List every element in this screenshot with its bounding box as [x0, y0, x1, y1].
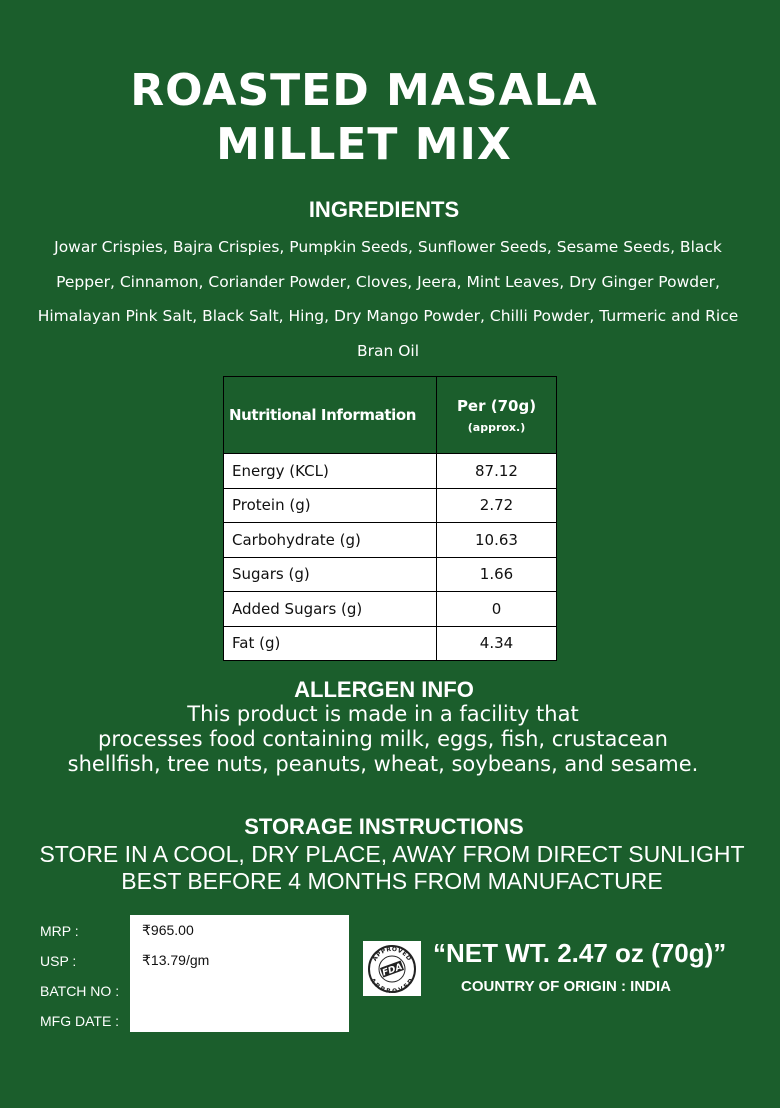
- svg-text:APPROVED: [371, 946, 412, 963]
- pricing-labels: [40, 916, 119, 1036]
- table-row: [224, 557, 557, 592]
- table-row: [224, 626, 557, 661]
- storage-text: [0, 841, 780, 895]
- storage-line-1: STORE IN A COOL, DRY PLACE, AWAY FROM DIRECT SUNLIGHT: [39, 841, 745, 867]
- nutrient-label: Energy (KCL): [224, 454, 437, 489]
- storage-line-2: BEST BEFORE 4 MONTHS FROM MANUFACTURE: [121, 868, 663, 894]
- table-row: [224, 488, 557, 523]
- nutrient-label: Added Sugars (g): [224, 592, 437, 627]
- net-weight: “NET WT. 2.47 oz (70g)”: [433, 938, 727, 968]
- nutrient-label: Carbohydrate (g): [224, 523, 437, 558]
- nutrient-value: 4.34: [437, 626, 557, 661]
- nutrient-value: 0: [437, 592, 557, 627]
- product-title: [0, 64, 728, 172]
- nutrient-value: 1.66: [437, 557, 557, 592]
- batch-label: BATCH NO :: [40, 983, 120, 999]
- ingredients-heading: INGREDIENTS: [308, 197, 460, 222]
- fda-center-text: FDA: [381, 962, 404, 979]
- approx-label: (approx.): [467, 420, 526, 434]
- nutrient-label: Fat (g): [224, 626, 437, 661]
- fda-bottom-text: APPROVED: [368, 977, 416, 996]
- nutrient-label: Protein (g): [224, 488, 437, 523]
- mrp-value: ₹965.00: [142, 922, 194, 938]
- nutrition-header-row: [224, 377, 557, 454]
- nutrient-value: 10.63: [437, 523, 557, 558]
- pricing-values-box: [130, 915, 349, 1032]
- nutrition-table: [223, 376, 557, 661]
- title-line-2: MILLET MIX: [216, 119, 512, 170]
- mfg-date-label: MFG DATE :: [40, 1013, 120, 1029]
- country-of-origin: COUNTRY OF ORIGIN : INDIA: [461, 978, 671, 995]
- nutrition-header-label: Nutritional Information: [224, 377, 437, 454]
- per-serving-label: Per (70g): [456, 396, 537, 415]
- table-row: [224, 523, 557, 558]
- table-row: [224, 454, 557, 489]
- fda-seal-graphic: [363, 941, 421, 996]
- allergen-line-2: processes food containing milk, eggs, fish, crustacean: [98, 727, 668, 751]
- allergen-line-1: This product is made in a facility that: [187, 702, 579, 726]
- ingredients-text: Jowar Crispies, Bajra Crispies, Pumpkin Seeds, Sunflower Seeds, Sesame Seeds, Black Pepper, Cinnamon, Coriander Powder, Cloves, Jeera, Mint Leaves, Dry Ginger Powder, Himalayan Pink Salt, Black Salt, Hing, Dry Mango Powder, Chilli Powder, Turmeric and Rice Bran Oil: [37, 238, 739, 360]
- usp-value: ₹13.79/gm: [142, 952, 210, 968]
- storage-heading: STORAGE INSTRUCTIONS: [244, 814, 524, 839]
- fda-top-text: APPROVED: [371, 945, 413, 963]
- nutrient-value: 2.72: [437, 488, 557, 523]
- table-row: [224, 592, 557, 627]
- usp-label: USP :: [40, 953, 77, 969]
- allergen-heading: ALLERGEN INFO: [294, 677, 474, 702]
- nutrient-label: Sugars (g): [224, 557, 437, 592]
- allergen-line-3: shellfish, tree nuts, peanuts, wheat, soybeans, and sesame.: [67, 752, 699, 776]
- nutrient-value: 87.12: [437, 454, 557, 489]
- title-line-1: ROASTED MASALA: [130, 65, 598, 116]
- nutrition-header-per: [437, 377, 557, 454]
- mrp-label: MRP :: [40, 923, 79, 939]
- fda-approved-seal-icon: [363, 941, 421, 996]
- allergen-text: [0, 702, 766, 777]
